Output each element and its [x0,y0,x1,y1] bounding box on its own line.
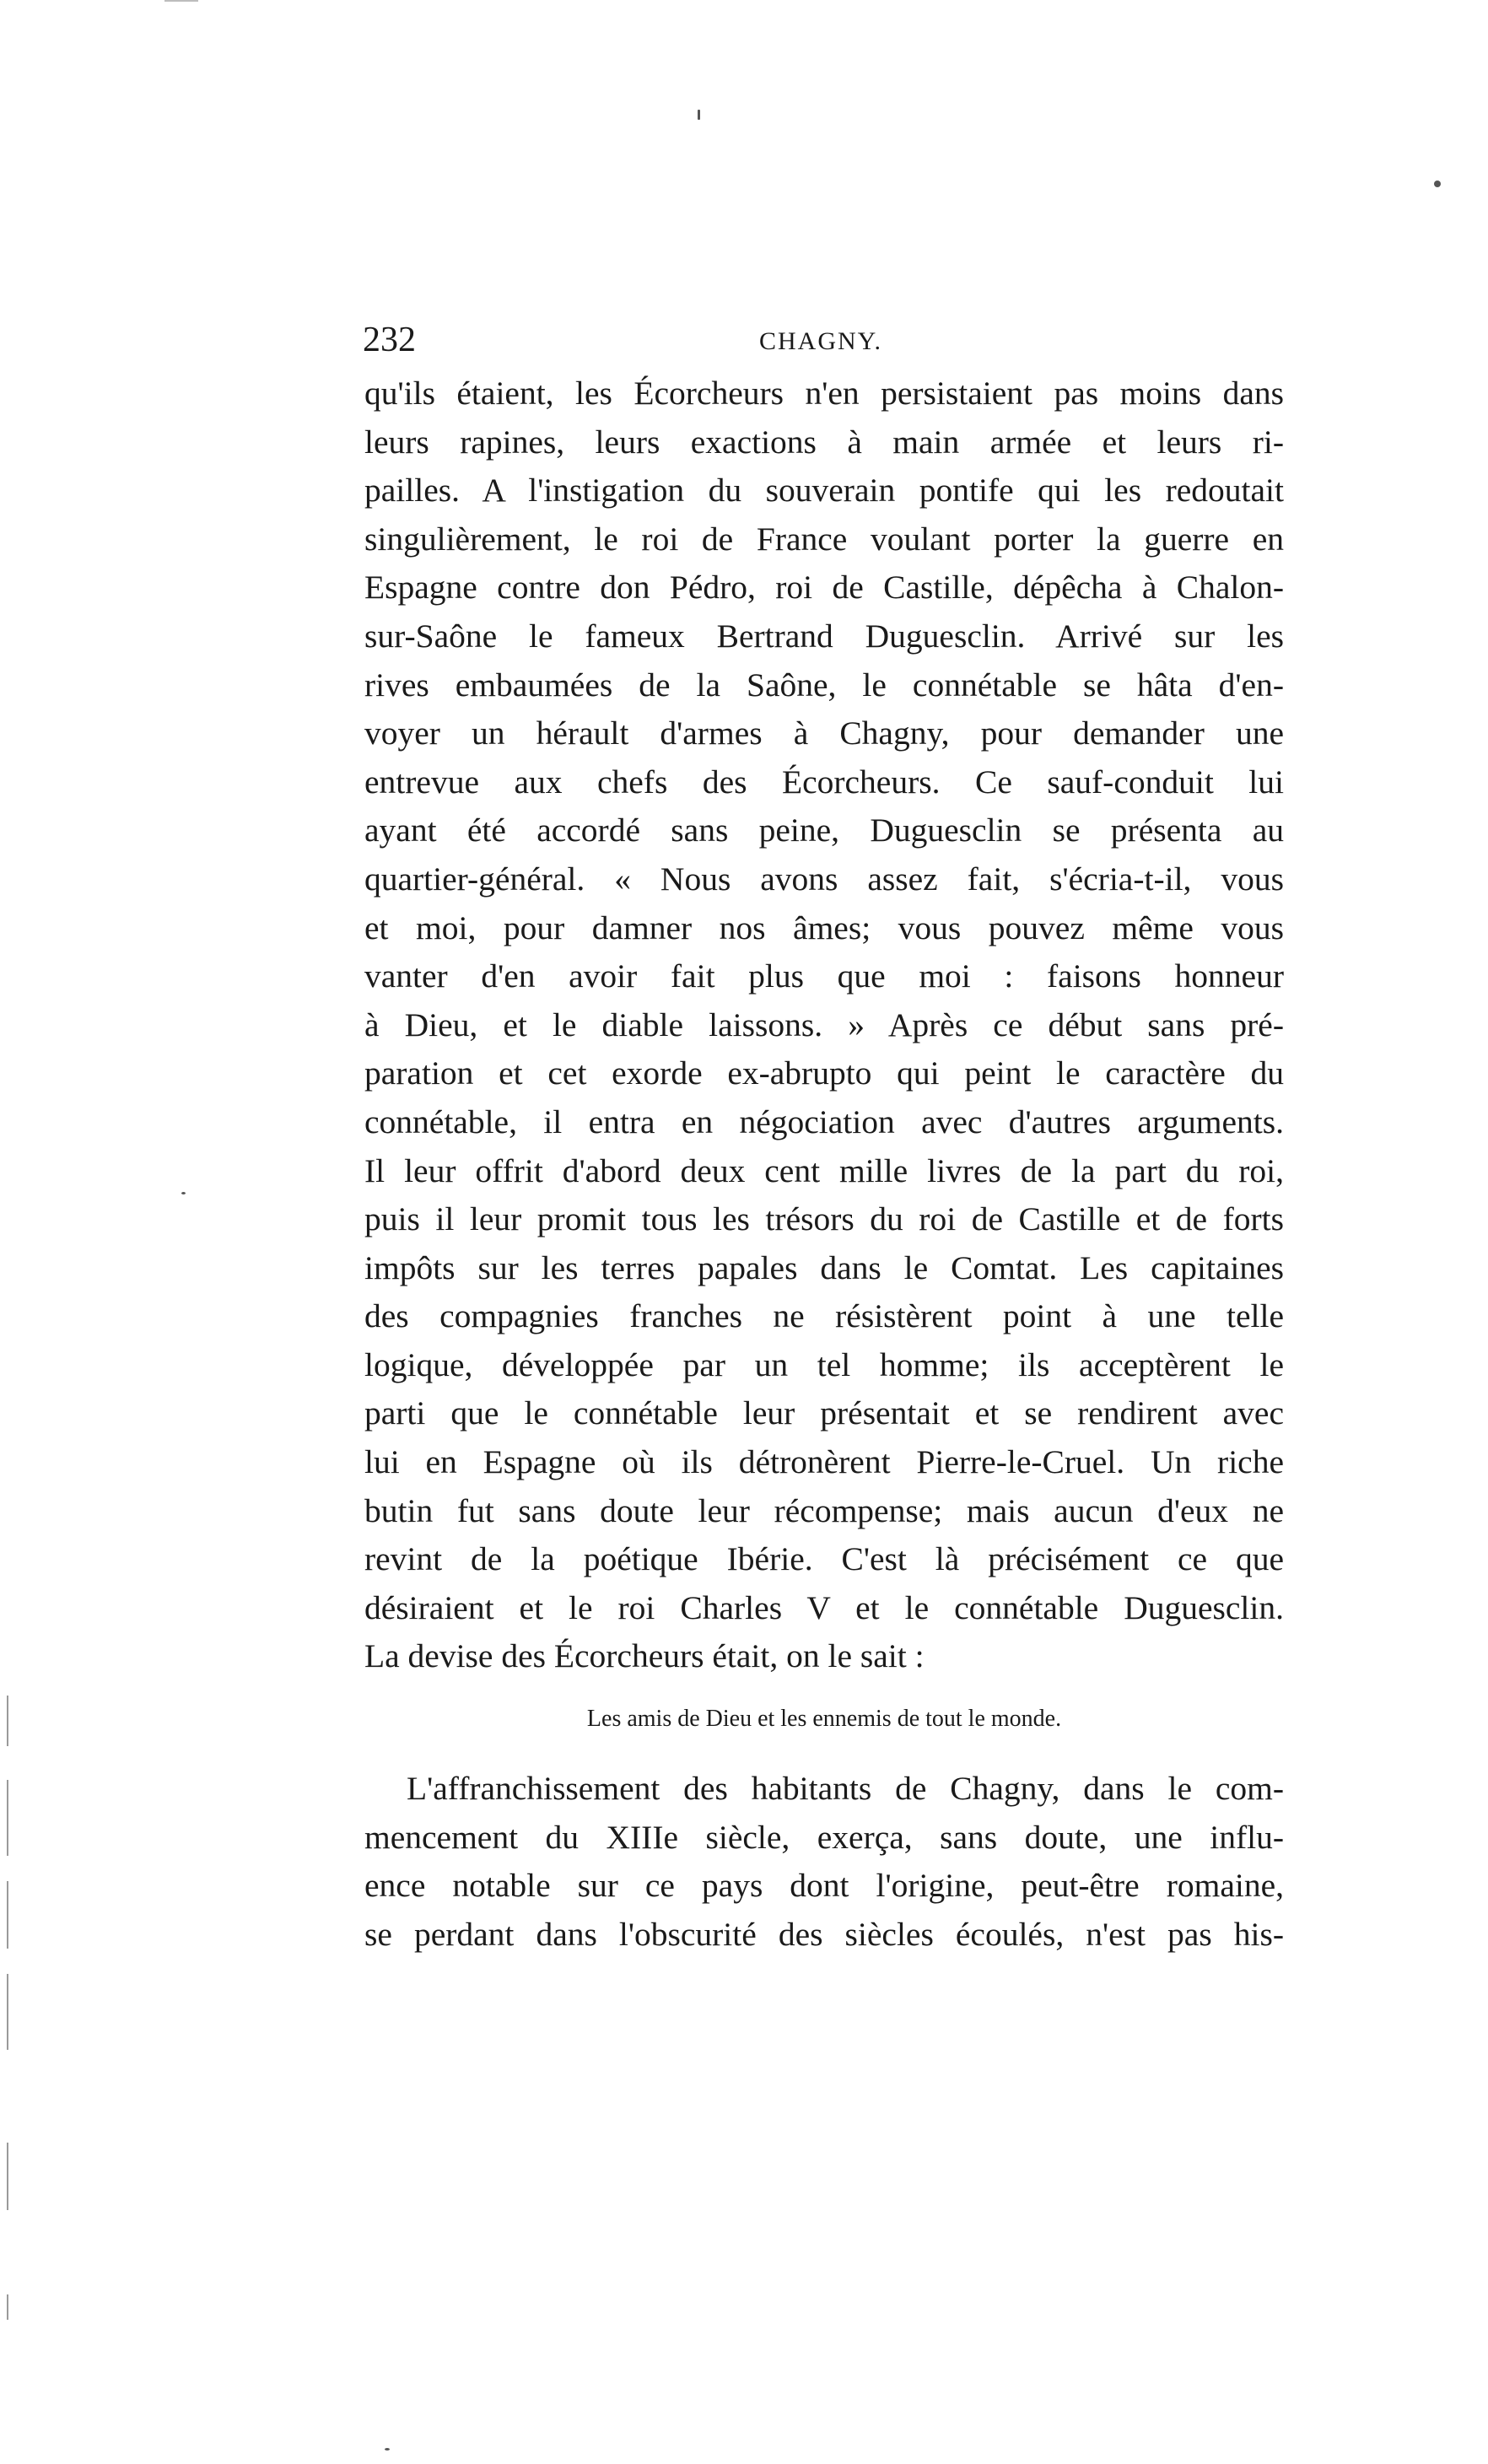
scan-margin-mark [7,1881,8,1949]
text-line: L'affranchissement des habitants de Chagny, dans le com- [407,1770,1284,1807]
text-line: La devise des Écorcheurs était, on le sait : [364,1637,925,1675]
scan-margin-mark [7,1974,8,2050]
text-line: parti que le connétable leur présentait et se rendirent avec [364,1394,1284,1432]
scan-speck [698,110,700,120]
text-line: Espagne contre don Pédro, roi de Castille, dépêcha à Chalon- [364,569,1284,607]
text-line: butin fut sans doute leur récompense; mais aucun d'eux ne [364,1491,1284,1529]
text-line: Il leur offrit d'abord deux cent mille livres de la part du roi, [364,1151,1284,1189]
scan-speck [181,1192,186,1194]
motto-quote: Les amis de Dieu et les ennemis de tout le monde. [586,1706,1062,1732]
text-line: vanter d'en avoir fait plus que moi : faisons honneur [364,957,1284,995]
text-line: pailles. A l'instigation du souverain pontife qui les redoutait [364,472,1284,510]
scan-margin-mark [7,1696,8,1746]
text-line: ayant été accordé sans peine, Duguesclin se présenta au [364,811,1284,849]
text-line: impôts sur les terres papales dans le Comtat. Les capitaines [364,1248,1284,1286]
scan-margin-mark [7,2294,8,2320]
text-line: qu'ils étaient, les Écorcheurs n'en persistaient pas moins dans [364,375,1284,412]
text-line: leurs rapines, leurs exactions à main armée et leurs ri- [364,423,1284,461]
text-line: logique, développée par un tel homme; ils acceptèrent le [364,1345,1284,1383]
text-line: singulièrement, le roi de France voulant porter la guerre en [364,520,1284,558]
paragraph-main [364,369,1284,1681]
scan-margin-mark [7,1780,8,1856]
text-line: rives embaumées de la Saône, le connétable se hâta d'en- [364,666,1284,704]
text-line: entrevue aux chefs des Écorcheurs. Ce sauf-conduit lui [364,763,1284,801]
text-line: connétable, il entra en négociation avec d'autres arguments. [364,1103,1284,1140]
text-line: se perdant dans l'obscurité des siècles écoulés, n'est pas his- [364,1915,1284,1953]
text-line: paration et cet exorde ex-abrupto qui peint le caractère du [364,1054,1284,1092]
scan-margin-mark [7,2143,8,2210]
scan-speck [1434,181,1441,187]
page-header [363,319,1282,361]
text-line: lui en Espagne où ils détronèrent Pierre-le-Cruel. Un riche [364,1443,1284,1481]
text-line: désiraient et le roi Charles V et le connétable Duguesclin. [364,1588,1284,1626]
scan-speck [385,2448,390,2451]
text-line: sur-Saône le fameux Bertrand Duguesclin. Arrivé sur les [364,617,1284,655]
text-line: des compagnies franches ne résistèrent point à une telle [364,1297,1284,1335]
scan-edge-mark [164,0,198,2]
text-line: et moi, pour damner nos âmes; vous pouvez même vous [364,908,1284,946]
text-line: puis il leur promit tous les trésors du roi de Castille et de forts [364,1200,1284,1238]
text-line: revint de la poétique Ibérie. C'est là précisément ce que [364,1540,1284,1578]
text-line: voyer un hérault d'armes à Chagny, pour demander une [364,714,1284,752]
paragraph-second [364,1765,1284,1959]
running-head: CHAGNY. [759,327,882,355]
text-line: quartier-général. « Nous avons assez fait, s'écria-t-il, vous [364,860,1284,898]
page-number: 232 [363,321,416,359]
text-line: ence notable sur ce pays dont l'origine, peut-être romaine, [364,1867,1284,1905]
text-line: mencement du XIIIe siècle, exerça, sans doute, une influ- [364,1818,1284,1856]
text-line: à Dieu, et le diable laissons. » Après ce début sans pré- [364,1006,1284,1043]
